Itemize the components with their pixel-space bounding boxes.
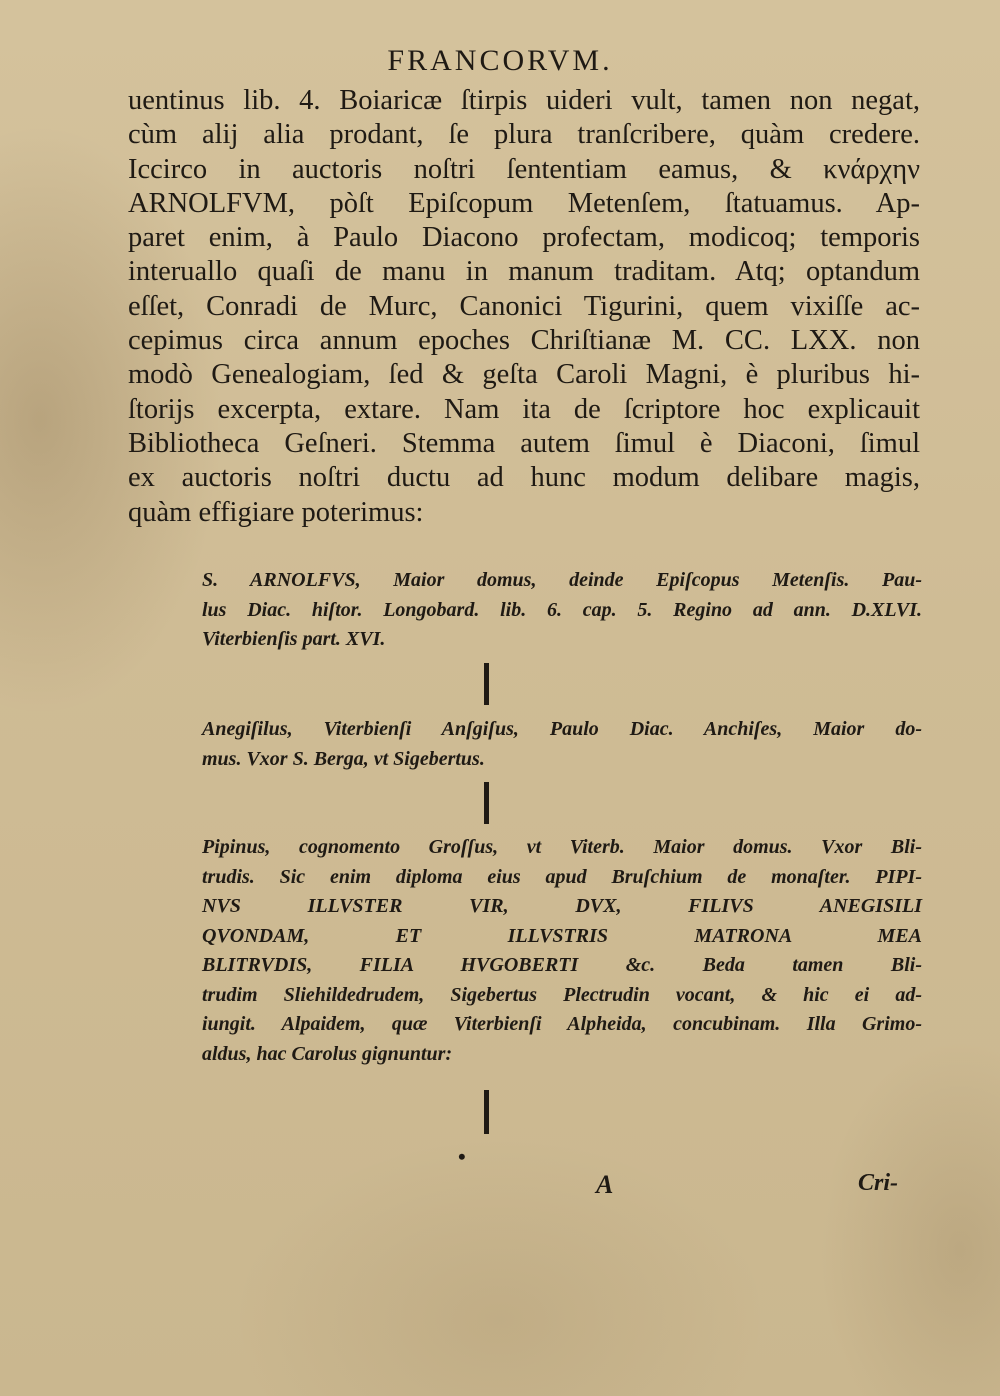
genealogy-connector-line [484, 782, 489, 824]
note-line: mus. Vxor S. Berga, vt Sigebertus. [202, 747, 485, 770]
genealogy-connector-line [484, 663, 489, 705]
body-line: Bibliotheca Geſneri. Stemma autem ſimul è Diaconi, ſimul [128, 427, 920, 459]
note-line: BLITRVDIS, FILIA HVGOBERTI &c. Beda tamen Bli- [202, 954, 922, 976]
note-line: Pipinus, cognomento Groſſus, vt Viterb. Maior domus. Vxor Bli- [202, 836, 922, 858]
note-line: trudim Sliehildedrudem, Sigebertus Plectrudin vocant, & hic ei ad- [202, 983, 922, 1006]
note-line: trudis. Sic enim diploma eius apud Bruſchium de monaſter. PIPI- [202, 865, 922, 888]
genealogy-entry-pipinus [202, 833, 922, 1069]
genealogy-connector-line [484, 1090, 489, 1134]
body-line: quàm effigiare poterimus: [128, 496, 424, 528]
note-line: QVONDAM, ET ILLVSTRIS MATRONA MEA [202, 924, 922, 947]
note-line: Anegiſilus, Viterbienſi Anſgiſus, Paulo Diac. Anchiſes, Maior do- [202, 718, 922, 740]
catchword: Cri- [858, 1170, 899, 1196]
body-line: cepimus circa annum epoches Chriſtianæ M. CC. LXX. non [128, 325, 920, 357]
body-line: ſtorijs excerpta, extare. Nam ita de ſcriptore hoc explicauit [128, 393, 920, 425]
note-line: S. ARNOLFVS, Maior domus, deinde Epiſcopus Metenſis. Pau- [202, 569, 922, 591]
body-line: eſſet, Conradi de Murc, Canonici Tigurini, quem vixiſſe ac- [128, 290, 920, 322]
running-title: FRANCORVM. [387, 44, 613, 77]
genealogy-entry-arnolfus [202, 566, 922, 655]
note-line: aldus, hac Carolus gignuntur: [202, 1042, 453, 1065]
body-line: ex auctoris noſtri ductu ad hunc modum delibare magis, [128, 462, 920, 494]
body-line: Iccirco in auctoris noſtri ſententiam eamus, & κνάρχην [128, 153, 920, 185]
signature-mark: A [596, 1170, 614, 1199]
body-line: cùm alij alia prodant, ſe plura tranſcribere, quàm credere. [128, 119, 920, 151]
genealogy-entry-anegisilus [202, 715, 922, 774]
note-line: iungit. Alpaidem, quæ Viterbienſi Alpheida, concubinam. Illa Grimo- [202, 1013, 922, 1035]
body-line: modò Genealogiam, ſed & geſta Caroli Magni, è pluribus hi- [128, 359, 920, 391]
body-line: interuallo quaſi de manu in manum traditam. Atq; optandum [128, 256, 920, 288]
note-line: NVS ILLVSTER VIR, DVX, FILIVS ANEGISILI [202, 895, 922, 917]
note-line: lus Diac. hiſtor. Longobard. lib. 6. cap. 5. Regino ad ann. D.XLVI. [202, 598, 922, 621]
body-line: uentinus lib. 4. Boiaricæ ſtirpis uideri vult, tamen non negat, [128, 85, 920, 116]
note-line: Viterbienſis part. XVI. [202, 628, 386, 650]
body-line: paret enim, à Paulo Diacono profectam, modicoq; temporis [128, 222, 920, 254]
connector-dot: • [458, 1144, 466, 1169]
body-line: ARNOLFVM, pòſt Epiſcopum Metenſem, ſtatuamus. Ap- [128, 187, 920, 219]
body-paragraph [128, 84, 920, 530]
